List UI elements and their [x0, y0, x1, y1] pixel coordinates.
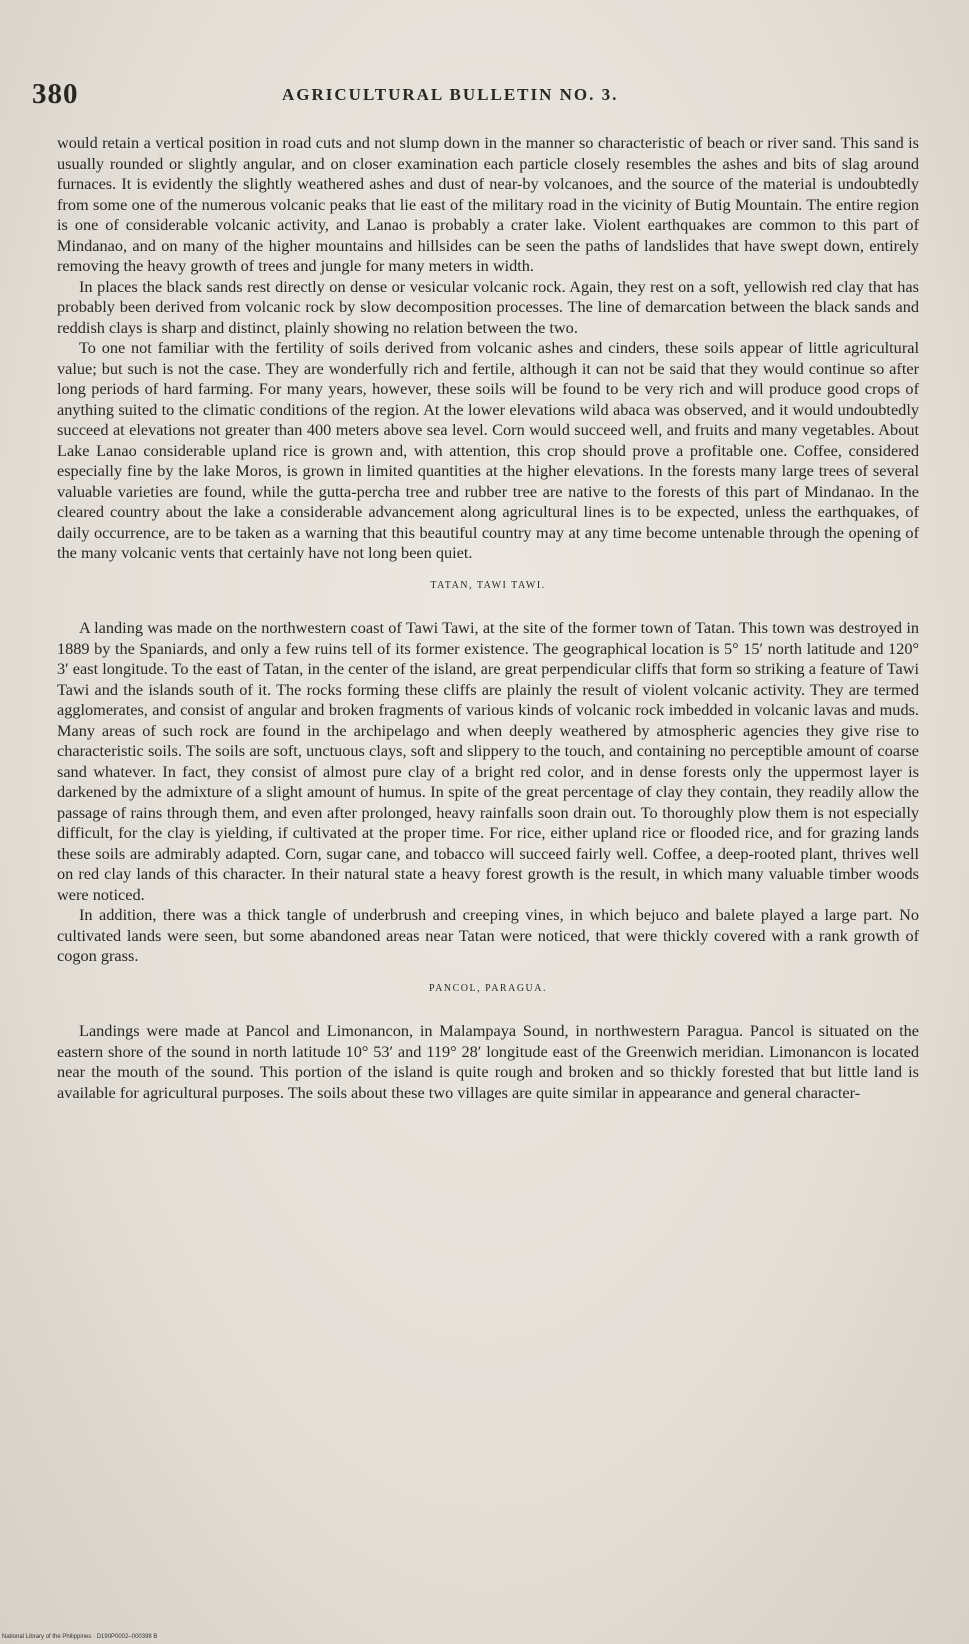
paragraph: In places the black sands rest directly on dense or vesicular volcanic rock. Again, they rest on a soft, yellowish red clay that has probably been derived from volcanic rock by slow decomposition processes. The line of demarcation between the black sands and reddish clays is sharp and distinct, plainly showing no relation between the two.	[57, 276, 919, 337]
page-number: 380	[32, 78, 79, 110]
paragraph: In addition, there was a thick tangle of underbrush and creeping vines, in which bejuco and balete played a large part. No cultivated lands were seen, but some abandoned areas near Tatan were noticed, that were thickly covered with a rank growth of cogon grass.	[57, 905, 919, 965]
paragraph: A landing was made on the northwestern coast of Tawi Tawi, at the site of the former town of Tatan. This town was destroyed in 1889 by the Spaniards, and only a few ruins tell of its former existence. The geographical location is 5° 15′ north latitude and 120° 3′ east longitude. To the east of Tatan, in the center of the island, are great perpendicular cliffs that form so striking a feature of Tawi Tawi and the islands south of it. The rocks forming these cliffs are plainly the result of violent volcanic activity. They are termed agglomerates, and consist of angular and broken fragments of various kinds of volcanic rock imbedded in volcanic lavas and muds. Many areas of such rock are found in the archipelago and when deeply weathered by atmospheric agencies they give rise to characteristic soils. The soils are soft, unctuous clays, soft and slippery to the touch, and containing no perceptible amount of coarse sand whatever. In fact, they consist of almost pure clay of a bright red color, and in dense forests only the uppermost layer is darkened by the admixture of a slight amount of humus. In spite of the great percentage of clay they contain, they readily allow the passage of rains through them, and even after prolonged, heavy rainfalls soon drain out. To thoroughly plow them is not especially difficult, for the clay is yielding, if cultivated at the proper time. For rice, either upland rice or flooded rice, and for grazing lands these soils are admirably adapted. Corn, sugar cane, and tobacco will succeed fairly well. Coffee, a deep-rooted plant, thrives well on red clay lands of this character. In their natural state a heavy forest growth is the result, in which many valuable timber woods were noticed.	[57, 618, 919, 904]
page-header	[32, 78, 922, 108]
section-heading-pancol: PANCOL, PARAGUA.	[428, 982, 547, 994]
paragraph: would retain a vertical position in road cuts and not slump down in the manner so characteristic of beach or river sand. This sand is usually rounded or slightly angular, and on closer examination each particle closely resembles the ashes and bits of slag around furnaces. It is evidently the slightly weathered ashes and dust of near-by volcanoes, and the source of the material is undoubtedly from some one of the numerous volcanic peaks that lie east of the military road in the vicinity of Butig Mountain. The entire region is one of considerable volcanic activity, and Lanao is probably a crater lake. Violent earthquakes are common to this part of Mindanao, and on many of the higher mountains and hillsides can be seen the paths of landslides that have swept down, entirely removing the heavy growth of trees and jungle for many meters in width.	[57, 133, 919, 275]
paragraph: Landings were made at Pancol and Limonancon, in Malampaya Sound, in northwestern Paragua. Pancol is situated on the eastern shore of the sound in north latitude 10° 53′ and 119° 28′ longitude east of the Greenwich meridian. Limonancon is located near the mouth of the sound. This portion of the island is quite rough and broken and so thickly forested that but little land is available for agricultural purposes. The soils about these two villages are quite similar in appearance and general character-	[57, 1021, 919, 1102]
scan-footer: National Library of the Philippines · D190P0002‒000398 B	[2, 1634, 158, 1640]
section-heading-tatan: TATAN, TAWI TAWI.	[430, 579, 546, 591]
paragraph: To one not familiar with the fertility of soils derived from volcanic ashes and cinders, these soils appear of little agricultural value; but such is not the case. They are wonderfully rich and fertile, although it can not be said that they would continue so after long periods of hard farming. For many years, however, these soils will be found to be very rich and will produce good crops of anything suited to the climatic conditions of the region. At the lower elevations wild abaca was observed, and it would undoubtedly succeed at elevations not greater than 400 meters above sea level. Corn would succeed well, and fruits and many vegetables. About Lake Lanao considerable upland rice is grown and, with attention, this crop should prove a profitable one. Coffee, considered especially fine by the lake Moros, is grown in limited quantities at the higher elevations. In the forests many large trees of several valuable varieties are found, while the gutta-percha tree and rubber tree are native to the forests of this part of Mindanao. In the cleared country about the lake a considerable advancement along agricultural lines is to be expected, unless the earthquakes, of daily occurrence, are to be taken as a warning that this beautiful country may at any time become untenable through the opening of the many volcanic vents that certainly have not long been quiet.	[57, 338, 919, 562]
body-text	[57, 133, 919, 1103]
running-head: AGRICULTURAL BULLETIN NO. 3.	[282, 85, 619, 104]
